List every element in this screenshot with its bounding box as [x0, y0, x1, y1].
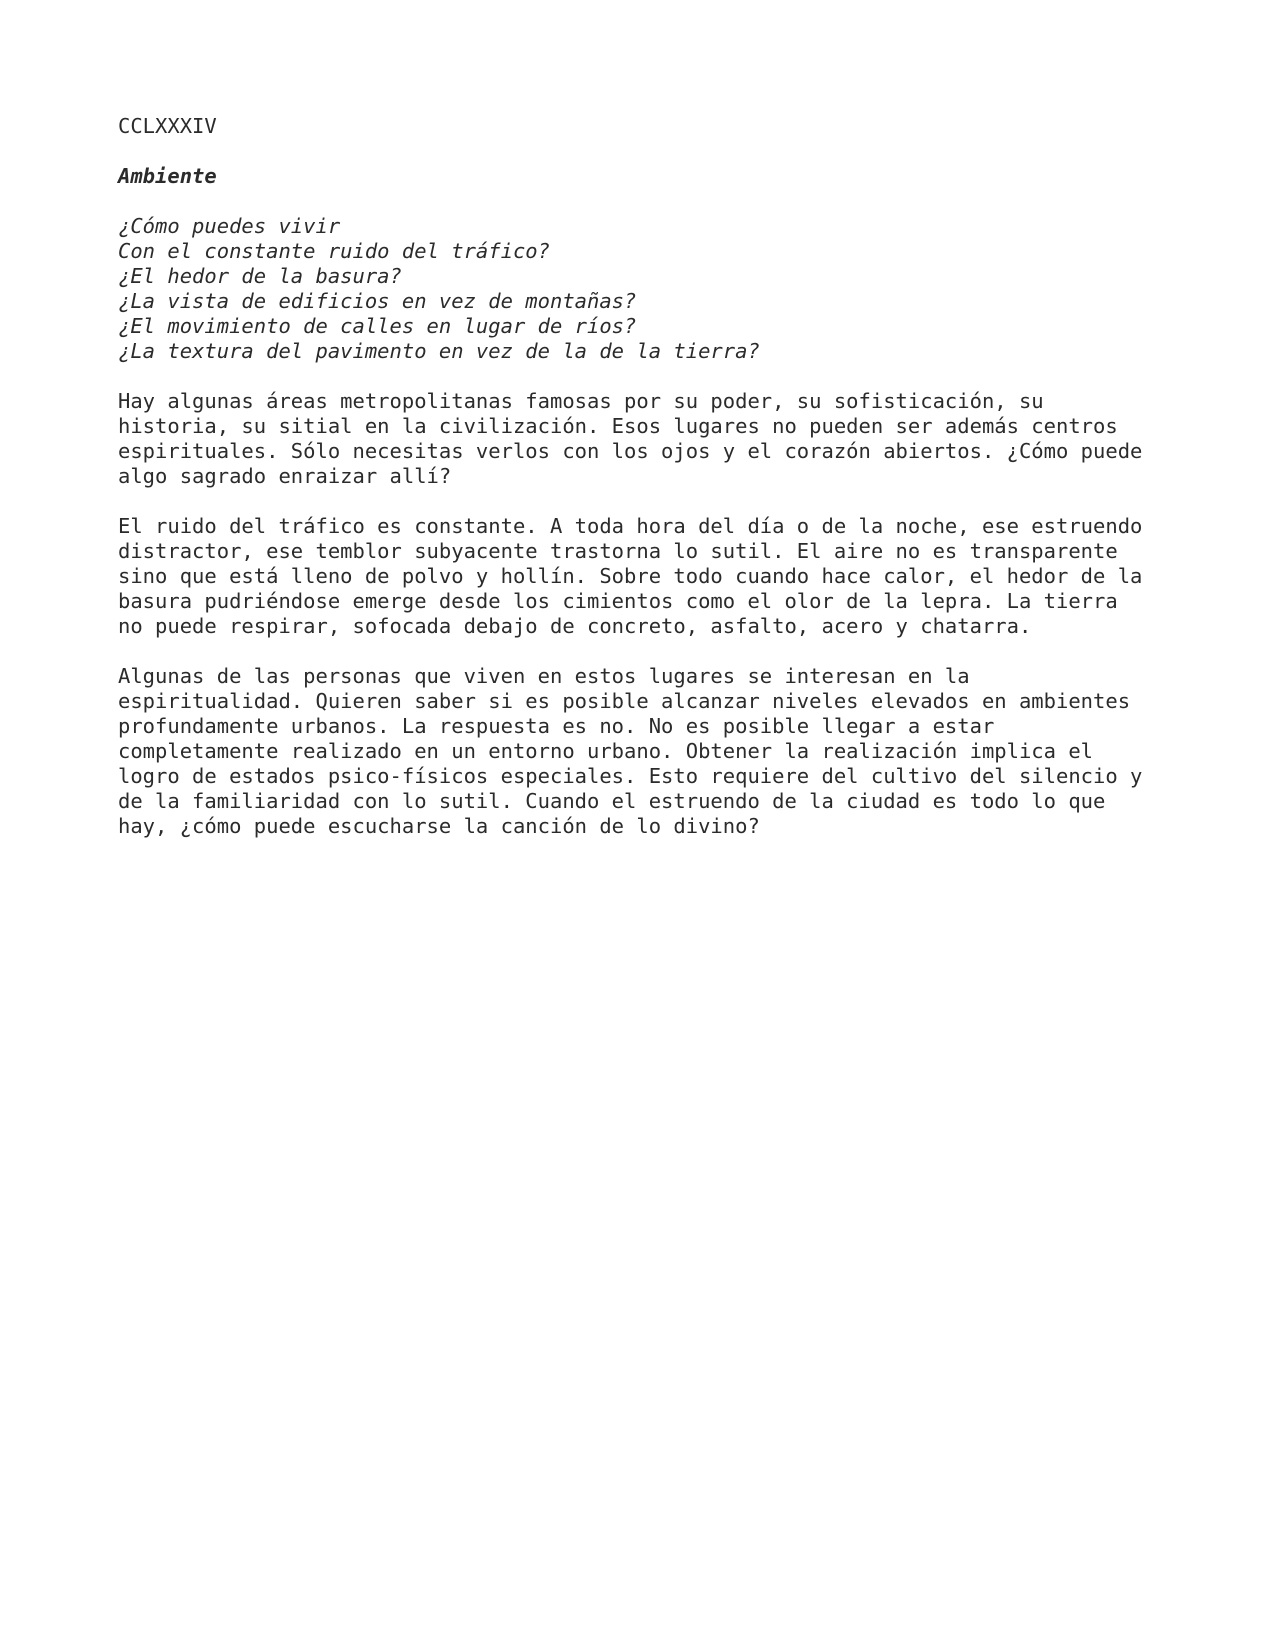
poem	[118, 214, 1218, 364]
paragraph-1	[118, 389, 1218, 489]
chapter-number: CCLXXXIV	[118, 114, 217, 138]
paragraph-line: sino que está lleno de polvo y hollín. Sobre todo cuando hace calor, el hedor de la	[118, 564, 1143, 588]
paragraph-line: historia, su sitial en la civilización. Esos lugares no pueden ser además centros	[118, 414, 1118, 438]
paragraph-line: Hay algunas áreas metropolitanas famosas por su poder, su sofisticación, su	[118, 389, 1044, 413]
paragraph-line: logro de estados psico-físicos especiales. Esto requiere del cultivo del silencio y	[118, 764, 1143, 788]
poem-line: ¿Cómo puedes vivir	[118, 214, 341, 238]
paragraph-line: espirituales. Sólo necesitas verlos con los ojos y el corazón abiertos. ¿Cómo puede	[118, 439, 1143, 463]
paragraph-line: completamente realizado en un entorno urbano. Obtener la realización implica el	[118, 739, 1094, 763]
poem-line: ¿El hedor de la basura?	[118, 264, 402, 288]
paragraph-2	[118, 514, 1218, 639]
paragraph-line: no puede respirar, sofocada debajo de concreto, asfalto, acero y chatarra.	[118, 614, 1032, 638]
paragraph-line: basura pudriéndose emerge desde los cimientos como el olor de la lepra. La tierra	[118, 589, 1118, 613]
paragraph-line: Algunas de las personas que viven en estos lugares se interesan en la	[118, 664, 970, 688]
paragraph-line: espiritualidad. Quieren saber si es posible alcanzar niveles elevados en ambientes	[118, 689, 1131, 713]
document-page	[118, 114, 1218, 864]
paragraph-line: distractor, ese temblor subyacente trastorna lo sutil. El aire no es transparente	[118, 539, 1118, 563]
paragraph-line: algo sagrado enraizar allí?	[118, 464, 452, 488]
poem-line: ¿El movimiento de calles en lugar de ríos?	[118, 314, 637, 338]
chapter-title: Ambiente	[118, 164, 217, 188]
paragraph-line: profundamente urbanos. La respuesta es no. No es posible llegar a estar	[118, 714, 995, 738]
paragraph-3	[118, 664, 1218, 839]
poem-line: ¿La textura del pavimento en vez de la de la tierra?	[118, 339, 760, 363]
paragraph-line: hay, ¿cómo puede escucharse la canción de lo divino?	[118, 814, 760, 838]
poem-line: ¿La vista de edificios en vez de montañas?	[118, 289, 637, 313]
paragraph-line: de la familiaridad con lo sutil. Cuando el estruendo de la ciudad es todo lo que	[118, 789, 1106, 813]
poem-line: Con el constante ruido del tráfico?	[118, 239, 550, 263]
paragraph-line: El ruido del tráfico es constante. A toda hora del día o de la noche, ese estruendo	[118, 514, 1143, 538]
